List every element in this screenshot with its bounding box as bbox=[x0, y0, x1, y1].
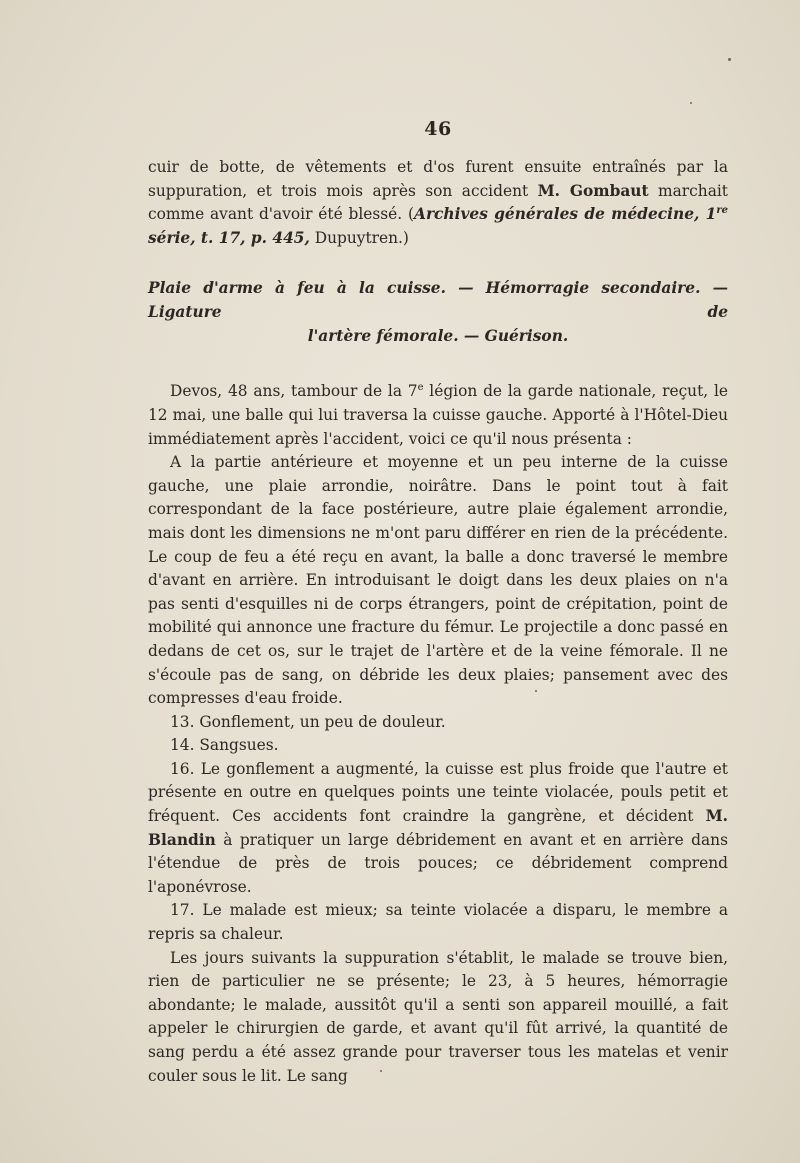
devos-sup: e bbox=[417, 382, 424, 394]
heading-line-2: l'artère fémorale. — Guérison. bbox=[307, 327, 569, 346]
day-16-name: M. Blandin bbox=[148, 807, 728, 849]
following-days-paragraph: Les jours suivants la suppuration s'établit, le malade se trouve bien, rien de particulier ne se présente; le 23, à 5 heures, hémorragie abondante; le malade, aussitôt qu'il a senti son appareil mouillé, a fait appeler le chirurgien de garde, et avant qu'il fût arrivé, la quantité de sang perdu a été assez grande pour traverser tous les matelas et venir couler sous le lit. Le sang bbox=[148, 948, 728, 1085]
intro-paragraph bbox=[148, 156, 728, 250]
devos-paragraph bbox=[148, 380, 728, 451]
day-17-paragraph: 17. Le malade est mieux; sa teinte violacée a disparu, le membre a repris sa chaleur. bbox=[148, 901, 728, 944]
intro-text-b: marchait comme avant d'avoir été blessé. ( bbox=[148, 181, 728, 224]
paper-speck bbox=[380, 1070, 382, 1072]
paper-speck bbox=[690, 102, 692, 104]
day-13-paragraph: 13. Gonflement, un peu de douleur. bbox=[170, 712, 446, 731]
citation-sup: re bbox=[716, 205, 728, 217]
devos-text-a: Devos, 48 ans, tambour de la 7 bbox=[170, 382, 418, 401]
case-heading bbox=[148, 276, 728, 348]
devos-text-b: légion de la garde nationale, reçut, le 12 mai, une balle qui lui traversa la cuisse gauche. Apporté à l'Hôtel-Dieu immédiatement après l'accident, voici ce qu'il nous présenta : bbox=[148, 382, 728, 448]
citation-a: Archives générales de médecine, 1 bbox=[414, 205, 717, 224]
day-16-paragraph bbox=[148, 758, 728, 900]
paper-speck bbox=[535, 690, 537, 692]
heading-line-1: Plaie d'arme à feu à la cuisse. — Hémorragie secondaire. — Ligature de bbox=[148, 279, 728, 322]
page-body bbox=[148, 118, 728, 1088]
exam-paragraph: A la partie antérieure et moyenne et un peu interne de la cuisse gauche, une plaie arrondie, noirâtre. Dans le point tout à fait correspondant de la face postérieure, autre plaie également arrondie, mais dont les dimensions ne m'ont paru différer en rien de la précédente. Le coup de feu a été reçu en avant, la balle a donc traversé le membre d'avant en arrière. En introduisant le doigt dans les deux plaies on n'a pas senti d'esquilles ni de corps étrangers, point de crépitation, point de mobilité qui annonce une fracture du fémur. Le projectile a donc passé en dedans de cet os, sur le trajet de l'artère et de la veine fémorale. Il ne s'écoule pas de sang, on débride les deux plaies; pansement avec des compresses d'eau froide. bbox=[148, 453, 728, 708]
intro-text-c: Dupuytren.) bbox=[309, 228, 409, 247]
page-number: 46 bbox=[424, 118, 452, 140]
intro-name: M. Gombaut bbox=[537, 181, 649, 200]
day-16-text-b: à pratiquer un large débridement en avant et en arrière dans l'étendue de près de trois pouces; ce débridement comprend l'aponévrose. bbox=[148, 830, 728, 896]
day-14-paragraph: 14. Sangsues. bbox=[170, 736, 279, 755]
citation-b: série, t. 17, p. 445, bbox=[148, 228, 310, 247]
paper-speck bbox=[728, 58, 731, 61]
intro-text-a: cuir de botte, de vêtements et d'os furent ensuite entraînés par la suppuration, et trois mois après son accident bbox=[148, 158, 728, 200]
day-16-text-a: 16. Le gonflement a augmenté, la cuisse est plus froide que l'autre et présente en outre en quelques points une teinte violacée, pouls petit et fréquent. Ces accidents font craindre la gangrène, et décident bbox=[148, 759, 728, 826]
